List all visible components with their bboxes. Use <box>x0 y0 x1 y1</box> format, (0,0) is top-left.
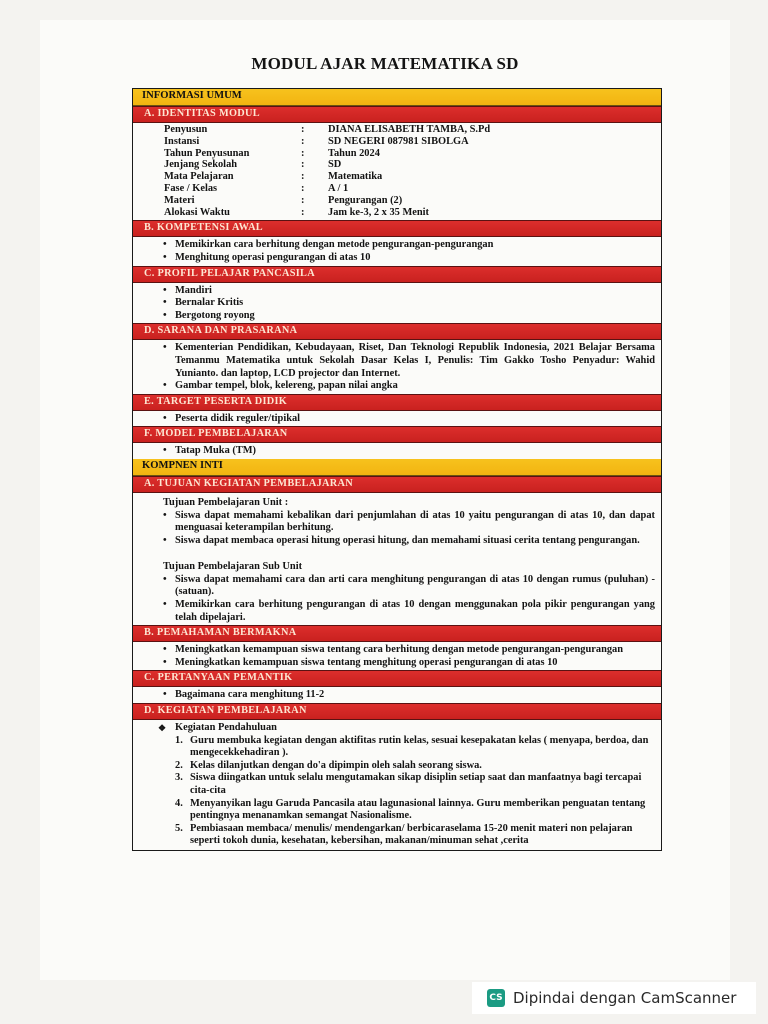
model-body <box>133 443 661 459</box>
identitas-row <box>164 159 653 171</box>
list-item <box>175 760 655 773</box>
list-item: • Tatap Muka (TM) <box>163 445 655 458</box>
kegiatan-subtitle-text: Kegiatan Pendahuluan <box>175 722 277 734</box>
step-number: 2. <box>175 759 183 771</box>
list-item: • Bernalar Kritis <box>163 297 655 310</box>
list-item: • Bagaimana cara menghitung 11-2 <box>163 689 655 702</box>
list-item: • Menghitung operasi pengurangan di atas 10 <box>163 252 655 265</box>
module-table <box>132 88 662 851</box>
tujuan-subunit-title: Tujuan Pembelajaran Sub Unit <box>163 561 303 573</box>
list-item: • Kementerian Pendidikan, Kebudayaan, Riset, Dan Teknologi Republik Indonesia, 2021 Belajar Bersama Temanmu Matematika untuk Sekolah Dasar Kelas I, Penulis: Tim Gakko Tosho Penyadur: Wahid Yunianto. dan laptop, LCD projector dan Internet. <box>163 342 655 380</box>
list-item: • Bergotong royong <box>163 310 655 323</box>
tujuan-body <box>133 493 661 625</box>
step-text: Siswa diingatkan untuk selalu mengutamakan sikap disiplin setiap saat dan manfaatnya bagi tercapai cita-cita <box>190 772 642 796</box>
step-number: 5. <box>175 822 183 834</box>
list-item <box>175 798 655 823</box>
identitas-row <box>164 195 653 207</box>
document-title: MODUL AJAR MATEMATIKA SD <box>251 54 519 73</box>
identitas-key: Tahun Penyusunan <box>164 147 250 159</box>
kegiatan-steps <box>175 735 655 848</box>
section-header-kegiatan: D. KEGIATAN PEMBELAJARAN <box>133 703 661 720</box>
section-header-target: E. TARGET PESERTA DIDIK <box>133 394 661 411</box>
identitas-value: Matematika <box>328 171 383 183</box>
section-header-identitas: A. IDENTITAS MODUL <box>133 106 661 123</box>
identitas-body <box>133 123 661 220</box>
section-header-komponen-inti: KOMPNEN INTI <box>133 459 661 476</box>
list-item: • Meningkatkan kemampuan siswa tentang cara berhitung dengan metode pengurangan-pengurangan <box>163 644 655 657</box>
list-item: • Mandiri <box>163 285 655 298</box>
identitas-value: DIANA ELISABETH TAMBA, S.Pd <box>328 124 491 135</box>
list-item: • Gambar tempel, blok, kelereng, papan nilai angka <box>163 380 655 393</box>
identitas-value: Jam ke-3, 2 x 35 Menit <box>328 206 430 218</box>
identitas-sep: : <box>301 147 305 159</box>
identitas-row <box>164 136 653 148</box>
step-number: 4. <box>175 797 183 809</box>
tujuan-unit-title: Tujuan Pembelajaran Unit : <box>163 496 289 508</box>
identitas-row <box>164 124 653 136</box>
identitas-sep: : <box>301 182 305 194</box>
list-item: • Siswa dapat memahami kebalikan dari penjumlahan di atas 10 yaitu pengurangan di atas 10, dan dapat menguasai keterampilan berhitung. <box>163 510 655 535</box>
profil-body <box>133 283 661 324</box>
list-item: • Peserta didik reguler/tipikal <box>163 413 655 426</box>
scanned-page <box>40 20 730 980</box>
diamond-bullet-icon: ❖ <box>158 723 167 734</box>
target-body <box>133 411 661 427</box>
section-header-kompetensi: B. KOMPETENSI AWAL <box>133 220 661 237</box>
identitas-row <box>164 148 653 160</box>
step-text: Kelas dilanjutkan dengan do'a dipimpin oleh salah seorang siswa. <box>190 759 482 771</box>
list-item: • Siswa dapat memahami cara dan arti cara menghitung pengurangan di atas 10 dengan rumus (puluhan) - (satuan). <box>163 574 655 599</box>
identitas-value: Pengurangan (2) <box>328 194 403 206</box>
step-text: Menyanyikan lagu Garuda Pancasila atau lagunasional lainnya. Guru memberikan penguatan tentang pentingnya menanamkan semangat Nasionalisme. <box>190 797 646 822</box>
identitas-value: SD <box>328 159 342 171</box>
camscanner-logo-icon: CS <box>487 989 505 1007</box>
camscanner-watermark <box>472 982 756 1014</box>
identitas-sep: : <box>301 171 305 183</box>
identitas-key: Alokasi Waktu <box>164 206 230 218</box>
identitas-key: Penyusun <box>164 124 208 135</box>
list-item <box>175 735 655 760</box>
list-item: • Memikirkan cara berhitung pengurangan di atas 10 dengan menggunakan pola pikir pengurangan yang telah dipelajari. <box>163 599 655 624</box>
step-text: Pembiasaan membaca/ menulis/ mendengarkan/ berbicaraselama 15-20 menit materi non pelajaran seperti tokoh dunia, kesehatan, kebersihan, makanan/minuman sehat ,cerita <box>190 822 633 847</box>
kompetensi-body <box>133 237 661 265</box>
identitas-key: Fase / Kelas <box>164 182 218 194</box>
pemahaman-body <box>133 642 661 670</box>
list-item: • Meningkatkan kemampuan siswa tentang menghitung operasi pengurangan di atas 10 <box>163 657 655 670</box>
identitas-sep: : <box>301 194 305 206</box>
section-header-model: F. MODEL PEMBELAJARAN <box>133 426 661 443</box>
step-number: 1. <box>175 734 183 746</box>
section-header-tujuan: A. TUJUAN KEGIATAN PEMBELAJARAN <box>133 476 661 493</box>
identitas-row <box>164 183 653 195</box>
identitas-value: Tahun 2024 <box>328 147 380 159</box>
kegiatan-body <box>133 720 661 850</box>
section-header-informasi-umum: INFORMASI UMUM <box>133 89 661 106</box>
identitas-sep: : <box>301 124 305 135</box>
identitas-sep: : <box>301 135 305 147</box>
section-header-pemahaman: B. PEMAHAMAN BERMAKNA <box>133 625 661 642</box>
list-item: • Siswa dapat membaca operasi hitung operasi hitung, dan memahami situasi cerita tentang pengurangan. <box>163 535 655 548</box>
identitas-sep: : <box>301 159 305 171</box>
identitas-key: Mata Pelajaran <box>164 171 234 183</box>
identitas-value: SD NEGERI 087981 SIBOLGA <box>328 135 469 147</box>
section-header-pertanyaan: C. PERTANYAAN PEMANTIK <box>133 670 661 687</box>
step-number: 3. <box>175 772 183 784</box>
identitas-row <box>164 171 653 183</box>
list-item: • Memikirkan cara berhitung dengan metode pengurangan-pengurangan <box>163 239 655 252</box>
kegiatan-subtitle <box>155 722 655 735</box>
step-text: Guru membuka kegiatan dengan aktifitas rutin kelas, sesuai kesepakatan kelas ( menyapa, berdoa, dan mengecekkehadiran ). <box>190 734 649 759</box>
identitas-value: A / 1 <box>328 182 349 194</box>
sarana-body <box>133 340 661 393</box>
list-item <box>175 823 655 848</box>
pertanyaan-body <box>133 687 661 703</box>
list-item <box>175 772 655 797</box>
identitas-row <box>164 207 653 219</box>
camscanner-text: Dipindai dengan CamScanner <box>513 989 737 1007</box>
identitas-sep: : <box>301 206 305 218</box>
identitas-key: Jenjang Sekolah <box>164 159 238 171</box>
section-header-profil: C. PROFIL PELAJAR PANCASILA <box>133 266 661 283</box>
identitas-key: Instansi <box>164 135 200 147</box>
section-header-sarana: D. SARANA DAN PRASARANA <box>133 323 661 340</box>
identitas-key: Materi <box>164 194 195 206</box>
